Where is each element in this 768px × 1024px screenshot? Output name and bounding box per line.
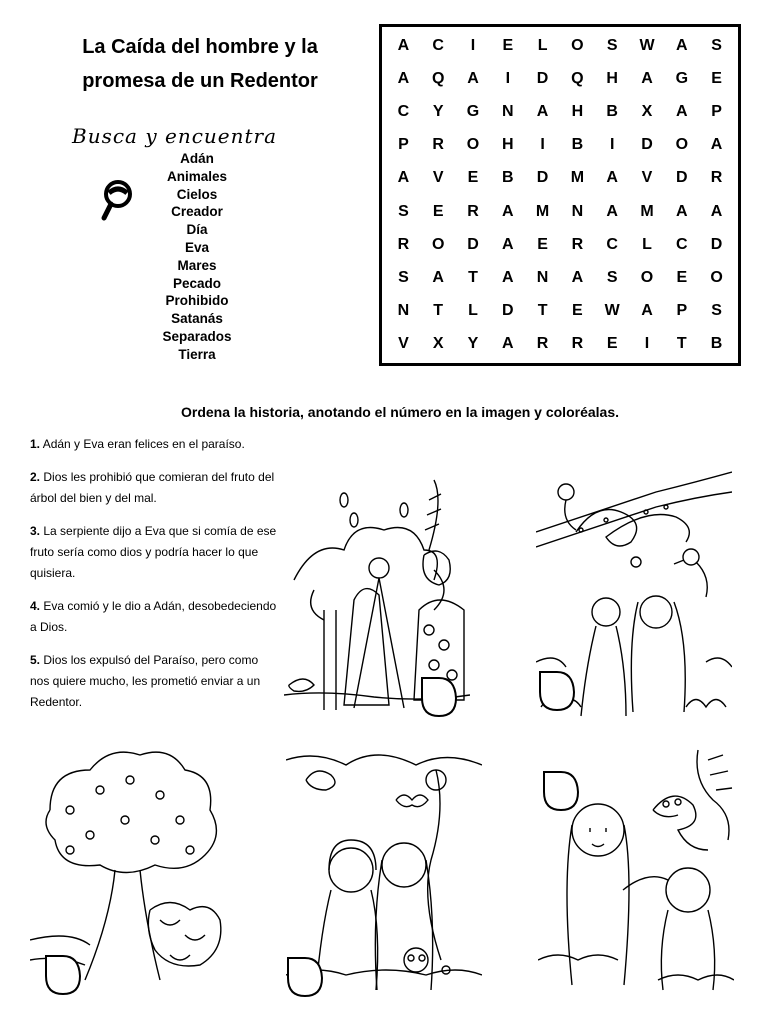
grid-letter[interactable]: R [536, 335, 549, 353]
number-drop-shape[interactable] [286, 956, 324, 998]
grid-letter[interactable]: B [571, 136, 584, 154]
word-item: Creador [171, 204, 223, 220]
grid-letter[interactable]: E [467, 169, 479, 187]
step-text: La serpiente dijo a Eva que si comía de ese fruto sería como dios y podría hacer lo que quisiera. [30, 524, 277, 580]
grid-letter[interactable]: S [606, 36, 618, 54]
grid-letter[interactable]: S [711, 36, 722, 54]
grid-letter[interactable]: P [398, 136, 409, 154]
page-title: La Caída del hombre y la promesa de un Redentor [82, 36, 318, 92]
grid-letter[interactable]: A [397, 169, 410, 187]
grid-letter[interactable]: N [397, 302, 410, 320]
step-text: Dios les prohibió que comieran del fruto del árbol del bien y del mal. [30, 470, 275, 505]
grid-letter[interactable]: N [502, 102, 514, 120]
step-text: Adán y Eva eran felices en el paraíso. [42, 437, 245, 451]
word-item: Separados [162, 328, 232, 344]
step-number: 5. [30, 653, 41, 667]
grid-letter[interactable]: V [432, 169, 444, 187]
serpent-tree-picture [536, 462, 732, 718]
grid-letter[interactable]: E [537, 235, 548, 253]
grid-letter[interactable]: M [640, 202, 654, 220]
instructions: Ordena la historia, anotando el número en la imagen y coloréalas. [180, 404, 619, 420]
grid-letter[interactable]: A [676, 202, 688, 220]
grid-letter[interactable]: Y [432, 102, 444, 120]
grid-letter[interactable]: R [467, 202, 479, 220]
word-item: Satanás [171, 311, 223, 327]
grid-letter[interactable]: L [468, 302, 478, 320]
grid-letter[interactable]: G [466, 102, 480, 120]
grid-letter[interactable]: A [606, 169, 618, 187]
grid-letter[interactable]: D [536, 169, 549, 187]
grid-letter[interactable]: A [502, 268, 514, 286]
grid-letter[interactable]: R [571, 335, 584, 353]
step-number: 2. [30, 470, 41, 484]
grid-letter[interactable]: A [432, 268, 444, 286]
grid-letter[interactable]: A [502, 335, 514, 353]
grid-letter[interactable]: L [642, 235, 652, 253]
grid-letter[interactable]: E [572, 302, 583, 320]
grid-letter[interactable]: N [536, 268, 549, 286]
number-drop-shape[interactable] [420, 676, 458, 718]
adam-eve-garden-picture [286, 740, 482, 996]
grid-letter[interactable]: L [537, 36, 548, 54]
story-step [30, 434, 280, 455]
step-number: 1. [30, 437, 41, 451]
grid-letter[interactable]: I [505, 69, 511, 87]
grid-letter[interactable]: Y [467, 335, 479, 353]
number-drop-shape[interactable] [44, 954, 82, 996]
grid-letter[interactable]: T [433, 302, 444, 320]
grid-letter[interactable]: C [432, 36, 444, 54]
grid-letter[interactable]: S [398, 268, 409, 286]
expulsion-picture [284, 460, 470, 716]
grid-letter[interactable]: A [502, 202, 514, 220]
grid-letter[interactable]: I [540, 136, 545, 154]
word-item: Pecado [172, 275, 222, 291]
grid-letter[interactable]: P [711, 102, 722, 120]
grid-letter[interactable]: A [676, 36, 688, 54]
grid-letter[interactable]: E [606, 335, 618, 353]
search-heading: Busca y encuentra [72, 124, 278, 148]
grid-letter[interactable]: B [502, 169, 514, 187]
grid-letter[interactable]: A [710, 136, 723, 154]
story-step [30, 467, 280, 509]
grid-letter[interactable]: D [676, 169, 688, 187]
grid-letter[interactable]: C [676, 235, 688, 253]
grid-letter[interactable]: R [397, 235, 410, 253]
grid-letter[interactable]: W [639, 36, 655, 54]
word-item: Prohibido [165, 293, 229, 309]
grid-letter[interactable]: A [571, 268, 584, 286]
step-text: Eva comió y le dio a Adán, desobedeciendo a Dios. [30, 599, 277, 634]
word-search-grid [379, 24, 741, 366]
grid-letter[interactable]: X [432, 335, 444, 353]
grid-letter[interactable]: O [431, 235, 445, 253]
grid-letter[interactable]: Q [571, 69, 584, 87]
grid-letter[interactable]: I [609, 136, 615, 154]
eve-serpent-picture [538, 740, 734, 996]
grid-letter[interactable]: I [470, 36, 476, 54]
grid-letter[interactable]: G [675, 69, 689, 87]
grid-letter[interactable]: A [676, 102, 688, 120]
grid-letter[interactable]: X [641, 102, 653, 120]
grid-letter[interactable]: E [432, 202, 444, 220]
step-number: 3. [30, 524, 41, 538]
grid-letter[interactable]: S [398, 202, 409, 220]
word-item: Cielos [176, 186, 218, 202]
story-step [30, 521, 280, 584]
grid-letter[interactable]: A [467, 69, 479, 87]
grid-letter[interactable]: H [502, 136, 514, 154]
grid-letter[interactable]: O [466, 136, 480, 154]
grid-letter[interactable]: P [676, 302, 688, 320]
word-item: Eva [184, 239, 210, 255]
grid-letter[interactable]: A [641, 69, 653, 87]
number-drop-shape[interactable] [542, 770, 580, 812]
grid-letter[interactable]: V [398, 335, 409, 353]
fruit-tree-picture [30, 740, 226, 996]
grid-letter[interactable]: C [606, 235, 618, 253]
grid-letter[interactable]: A [536, 102, 549, 120]
word-item: Tierra [178, 346, 216, 362]
grid-letter[interactable]: A [397, 69, 410, 87]
grid-letter[interactable]: T [676, 335, 687, 353]
grid-letter[interactable]: M [570, 169, 585, 187]
grid-letter[interactable]: A [502, 235, 514, 253]
grid-letter[interactable]: A [641, 302, 653, 320]
grid-letter[interactable]: D [536, 69, 549, 87]
grid-letter[interactable]: A [606, 202, 618, 220]
grid-letter[interactable]: A [397, 36, 410, 54]
story-step [30, 650, 280, 713]
grid-letter[interactable]: M [535, 202, 550, 220]
grid-letter[interactable]: H [571, 102, 584, 120]
grid-letter[interactable]: S [606, 268, 618, 286]
grid-letter[interactable]: E [711, 69, 722, 87]
grid-letter[interactable]: D [641, 136, 653, 154]
grid-letter[interactable]: O [571, 36, 584, 54]
grid-letter[interactable]: S [711, 302, 722, 320]
grid-letter[interactable]: O [710, 268, 723, 286]
word-item: Día [186, 222, 208, 238]
word-item: Adán [180, 151, 214, 166]
grid-letter[interactable]: A [710, 202, 723, 220]
grid-letter[interactable]: R [710, 169, 723, 187]
grid-letter[interactable]: V [641, 169, 653, 187]
word-item: Mares [177, 257, 217, 273]
grid-letter[interactable]: D [710, 235, 723, 253]
grid-letter[interactable]: T [537, 302, 548, 320]
grid-letter[interactable]: E [676, 268, 688, 286]
word-item: Animales [166, 168, 228, 184]
grid-letter[interactable]: B [710, 335, 723, 353]
step-number: 4. [30, 599, 41, 613]
grid-letter[interactable]: O [640, 268, 654, 286]
story-steps [30, 434, 280, 725]
grid-letter[interactable]: O [675, 136, 689, 154]
grid-letter[interactable]: Q [431, 69, 445, 87]
grid-letter[interactable]: I [644, 335, 650, 353]
word-list [147, 150, 247, 364]
grid-letter[interactable]: B [606, 102, 618, 120]
grid-letter[interactable]: W [604, 302, 620, 320]
grid-letter[interactable]: T [468, 268, 478, 286]
grid-letter[interactable]: E [502, 36, 514, 54]
step-text: Dios los expulsó del Paraíso, pero como nos quiere mucho, les prometió enviar a un Redentor. [30, 653, 261, 709]
grid-letter[interactable]: D [502, 302, 514, 320]
number-drop-shape[interactable] [538, 670, 576, 712]
story-step [30, 596, 280, 638]
grid-letter[interactable]: H [606, 69, 618, 87]
grid-letter[interactable]: N [571, 202, 584, 220]
grid-letter[interactable]: R [571, 235, 584, 253]
grid-letter[interactable]: D [467, 235, 479, 253]
magnifier-icon [100, 178, 140, 222]
grid-letter[interactable]: R [432, 136, 444, 154]
grid-letter[interactable]: C [397, 102, 410, 120]
